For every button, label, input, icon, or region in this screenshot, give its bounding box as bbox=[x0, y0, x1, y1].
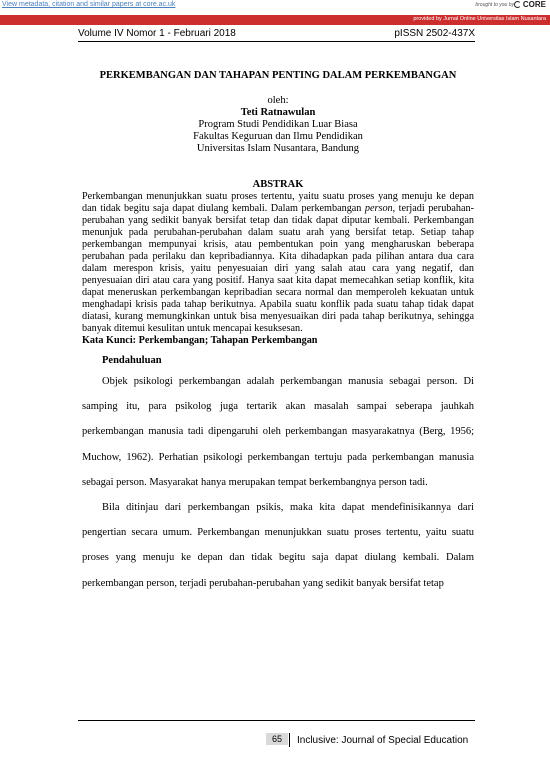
core-logo-text: CORE bbox=[522, 0, 546, 9]
running-header-issn: pISSN 2502-437X bbox=[394, 28, 475, 39]
byline bbox=[82, 95, 474, 155]
core-provider-bar bbox=[0, 15, 550, 25]
running-header-volume: Volume IV Nomor 1 - Februari 2018 bbox=[78, 28, 236, 39]
journal-name: Inclusive: Journal of Special Education bbox=[297, 735, 469, 746]
core-provided-by-link[interactable]: provided by Jurnal Online Universitas Islam Nusantara bbox=[413, 16, 546, 22]
article-title: PERKEMBANGAN DAN TAHAPAN PENTING DALAM PERKEMBANGAN bbox=[99, 70, 457, 81]
abstract-text-part-1: Perkembangan menunjukkan suatu proses tertentu, yaitu suatu proses yang menuju ke depan dan tidak begitu saja dapat diulang kembali. Dalam perkembangan bbox=[82, 191, 474, 214]
core-banner bbox=[0, 0, 550, 10]
abstract-text bbox=[82, 191, 474, 335]
affiliation-faculty: Fakultas Keguruan dan Ilmu Pendidikan bbox=[193, 131, 363, 142]
page-number: 65 bbox=[266, 733, 288, 745]
core-brought-by-label: brought to you by bbox=[475, 2, 514, 8]
core-logo[interactable] bbox=[514, 0, 546, 9]
core-logo-icon bbox=[514, 1, 521, 8]
footer-separator bbox=[289, 733, 290, 747]
body-paragraph-2: Bila ditinjau dari perkembangan psikis, maka kita dapat mendefinisikannya dari pengertian secara umum. Perkembangan menunjukkan suatu proses tertentu, yaitu suatu proses yang menuju ke depan dan tidak begitu saja dapat diulang kembali. Dalam perkembangan person, terjadi perubahan-perubahan yang sedikit banyak bersifat tetap bbox=[82, 502, 474, 589]
body-paragraph-1: Objek psikologi perkembangan adalah perkembangan manusia sebagai person. Di samping itu, para psikolog juga tertarik akan masalah sampai seberapa jauhkah perkembangan manusia tadi dipengaruhi oleh perkembangan masyarakatnya (Berg, 1956; Muchow, 1962). Perhatian psikologi perkembangan tertuju pada perkembangan manusia sebagai person. Masyarakat hanya merupakan tempat berkembangnya person tadi. bbox=[82, 376, 474, 488]
author-name: Teti Ratnawulan bbox=[240, 107, 316, 118]
abstract-italic-term: person bbox=[364, 203, 393, 214]
header-divider bbox=[78, 41, 475, 42]
section-heading-pendahuluan: Pendahuluan bbox=[102, 355, 162, 366]
affiliation-university: Universitas Islam Nusantara, Bandung bbox=[196, 143, 360, 154]
affiliation-program: Program Studi Pendidikan Luar Biasa bbox=[198, 119, 358, 130]
byline-label: oleh: bbox=[267, 95, 289, 106]
core-metadata-link[interactable]: View metadata, citation and similar papers at core.ac.uk bbox=[2, 1, 176, 8]
abstract-text-part-2: , terjadi perubahan-perubahan yang sedikit banyak bersifat tetap dan tidak dapat diputar kembali. Perkembangan menunjuk pada perubahan-perubahan dalam suatu arah yang bersifat tetap. Setiap tahap perkembangan mempunyai krisis, atau pembentukan poin yang mengharuskan beberapa perubahan pada perilaku dan kepribadiannya. Kita dihadapkan pada pilihan antara dua cara dalam merespon krisis, yaitu penyesuaian diri yang salah atau cara yang negatif, dan penyesuaian diri atau cara yang positif. Hanya saat kita dapat memecahkan setiap konflik, kita dapat meneruskan perkembangan kepribadian secara normal dan memperoleh kekuatan untuk menghadapi krisis pada tahap berikutnya. Apabila suatu konflik pada suatu tahap tidak dapat diatasi, kurang memungkinkan untuk bisa menyesuaikan diri pada tahap berikutnya, sehingga banyak ditemui kesulitan untuk mencapai kesuksesan. bbox=[82, 203, 475, 334]
article-content bbox=[82, 70, 474, 596]
abstract-heading: ABSTRAK bbox=[252, 179, 304, 190]
keywords: Kata Kunci: Perkembangan; Tahapan Perkembangan bbox=[82, 335, 318, 346]
footer-divider bbox=[78, 720, 475, 721]
